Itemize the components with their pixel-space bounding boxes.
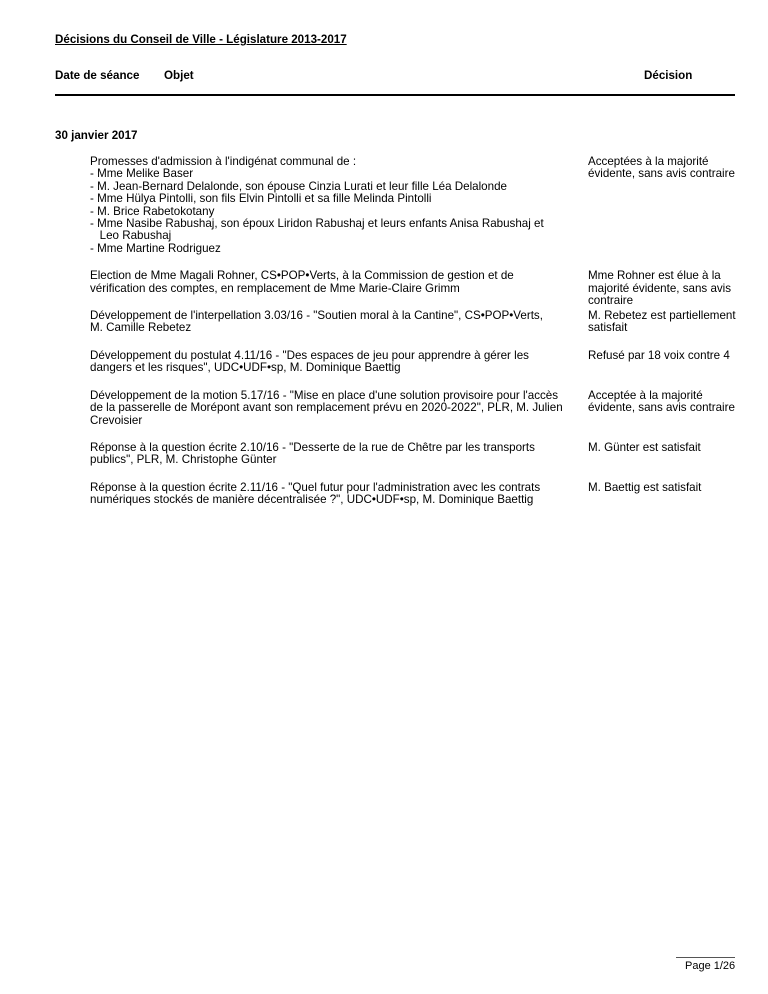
decision-row — [90, 482, 740, 507]
objet-line: numériques stockés de manière décentralisée ?", UDC•UDF•sp, M. Dominique Baettig — [90, 493, 534, 507]
objet-line: - M. Jean-Bernard Delalonde, son épouse Cinzia Lurati et leur fille Léa Delalonde — [90, 179, 507, 193]
row-objet — [90, 442, 565, 467]
row-decision — [588, 270, 743, 307]
header-divider — [55, 94, 735, 96]
decision-line: Acceptées à la majorité — [588, 155, 709, 168]
decision-line: évidente, sans avis contraire — [588, 167, 735, 181]
decision-row — [90, 156, 740, 255]
objet-line: Election de Mme Magali Rohner, CS•POP•Verts, à la Commission de gestion et de — [90, 269, 514, 283]
objet-line: Développement de la motion 5.17/16 - "Mise en place d'une solution provisoire pour l'accès — [90, 388, 559, 402]
decision-line: évidente, sans avis contraire — [588, 401, 735, 415]
row-objet — [90, 156, 565, 255]
row-decision — [588, 442, 743, 454]
column-header-date: Date de séance — [55, 69, 140, 82]
objet-line: Développement de l'interpellation 3.03/16 - "Soutien moral à la Cantine", CS•POP•Verts, — [90, 309, 543, 323]
decision-line: Mme Rohner est élue à la — [588, 269, 721, 283]
objet-line: - M. Brice Rabetokotany — [90, 204, 215, 218]
objet-line: de la passerelle de Morépont avant son remplacement prévu en 2020-2022", PLR, M. Julien — [90, 401, 563, 415]
objet-line: - Mme Martine Rodriguez — [90, 241, 221, 255]
page-number: Page 1/26 — [685, 960, 736, 972]
objet-line: M. Camille Rebetez — [90, 321, 192, 335]
objet-line: Réponse à la question écrite 2.10/16 - "Desserte de la rue de Chêtre par les transports — [90, 440, 535, 454]
footer-divider — [676, 957, 735, 958]
row-objet — [90, 310, 565, 335]
decision-row — [90, 350, 740, 375]
objet-line: vérification des comptes, en remplacement de Mme Marie-Claire Grimm — [90, 281, 460, 295]
objet-line: Réponse à la question écrite 2.11/16 - "Quel futur pour l'administration avec les contrats — [90, 480, 541, 494]
objet-line: - Mme Nasibe Rabushaj, son époux Liridon Rabushaj et leurs enfants Anisa Rabushaj et — [90, 217, 544, 231]
decision-row — [90, 269, 740, 308]
decision-line: Refusé par 18 voix contre 4 — [588, 348, 730, 362]
row-objet — [90, 270, 565, 295]
row-objet — [90, 482, 565, 507]
objet-line: Crevoisier — [90, 413, 143, 427]
row-objet — [90, 390, 565, 427]
column-header-objet: Objet — [164, 69, 194, 82]
decision-line: M. Baettig est satisfait — [588, 480, 702, 494]
decision-row — [90, 390, 740, 427]
decision-line: M. Günter est satisfait — [588, 440, 701, 454]
objet-line: publics", PLR, M. Christophe Günter — [90, 453, 277, 467]
row-decision — [588, 482, 743, 494]
row-decision — [588, 390, 743, 415]
decision-line: contraire — [588, 294, 634, 308]
row-decision — [588, 350, 743, 362]
decision-line: majorité évidente, sans avis — [588, 281, 732, 295]
decision-line: M. Rebetez est partiellement — [588, 309, 736, 323]
decision-line: satisfait — [588, 321, 628, 335]
row-decision — [588, 310, 743, 335]
objet-line: Promesses d'admission à l'indigénat communal de : — [90, 155, 357, 168]
session-date: 30 janvier 2017 — [55, 129, 138, 142]
decision-line: Acceptée à la majorité — [588, 388, 703, 402]
objet-line: dangers et les risques", UDC•UDF•sp, M. Dominique Baettig — [90, 361, 401, 375]
decision-row — [90, 442, 740, 467]
objet-line: - Mme Hülya Pintolli, son fils Elvin Pintolli et sa fille Melinda Pintolli — [90, 192, 432, 206]
decision-row — [90, 310, 740, 335]
row-decision — [588, 156, 743, 181]
objet-line: - Mme Melike Baser — [90, 167, 194, 181]
column-header-decision: Décision — [644, 69, 693, 82]
row-objet — [90, 350, 565, 375]
decision-list — [90, 156, 740, 522]
document-title: Décisions du Conseil de Ville - Législature 2013-2017 — [55, 33, 347, 46]
objet-line: Développement du postulat 4.11/16 - "Des espaces de jeu pour apprendre à gérer les — [90, 348, 529, 362]
objet-line: Leo Rabushaj — [90, 229, 172, 243]
